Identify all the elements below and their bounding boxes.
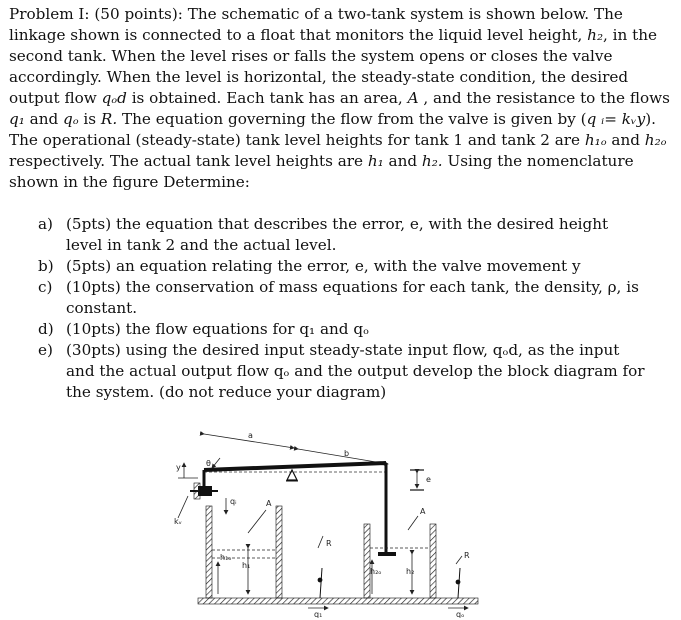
question-item-e: [38, 340, 648, 403]
statement-text: and: [24, 110, 64, 128]
statement-text: The equation governing the flow from the valve is given by (: [117, 110, 587, 128]
question-text: (5pts) the equation that describes the error, e, with the desired height level in tank 2 and the actual level.: [66, 215, 609, 254]
question-item-d: [38, 319, 648, 340]
statement-text: , and the resistance to the flows: [418, 89, 670, 107]
statement-text: Using the nomenclature shown in the figure Determine:: [9, 152, 634, 191]
label-qi: qᵢ: [230, 497, 237, 506]
question-marker: b): [38, 257, 54, 275]
tank-1: [206, 499, 282, 598]
statement-text: and: [383, 152, 422, 170]
label-theta: θ: [206, 459, 211, 468]
question-marker: c): [38, 278, 53, 296]
statement-text: ). The operational (steady-state) tank level heights for tank 1 and tank 2 are: [9, 110, 656, 149]
setpoint-indicator: [410, 470, 431, 490]
symbol-qo: qₒ: [63, 110, 79, 128]
question-text: (10pts) the flow equations for q₁ and qₒ: [66, 320, 369, 338]
float: [378, 552, 396, 556]
two-tank-schematic: [168, 418, 498, 618]
tank-2: [364, 507, 436, 598]
question-item-c: [38, 277, 648, 319]
label-A1: A: [266, 499, 272, 508]
statement-text: is: [78, 110, 101, 128]
problem-heading: Problem I: (50 points):: [9, 5, 183, 23]
label-a: a: [248, 431, 253, 440]
pipe-restriction-2: [448, 551, 470, 618]
valve-equation: q ᵢ= kᵥy: [586, 110, 646, 128]
statement-text: is obtained. Each tank has an area,: [126, 89, 408, 107]
valve-assembly: [174, 463, 237, 526]
label-h1: h₁: [242, 561, 251, 570]
label-b: b: [344, 449, 350, 458]
label-h2: h₂: [406, 567, 415, 576]
pivot-icon: [287, 470, 297, 480]
symbol-h1o: h₁ₒ: [584, 131, 607, 149]
question-text: (5pts) an equation relating the error, e, with the valve movement y: [66, 257, 581, 275]
dimension-a: [204, 431, 294, 448]
statement-text: and: [606, 131, 645, 149]
label-q1: q₁: [314, 610, 323, 618]
problem-statement: [9, 4, 673, 193]
label-R1: R: [326, 539, 332, 548]
pipe-restriction-1: [308, 536, 332, 618]
symbol-h2o: h₂ₒ: [644, 131, 667, 149]
question-text: (30pts) using the desired input steady-state input flow, qₒd, as the input and the actual output flow qₒ and the output develop the block diagram for the system. (do not reduce your diagram): [66, 341, 645, 401]
question-item-a: [38, 214, 648, 256]
question-item-b: [38, 256, 648, 277]
statement-text: The schematic of a two-tank system is shown below. The linkage shown is connected to a float that monitors the liquid level height,: [9, 5, 623, 44]
question-marker: e): [38, 341, 53, 359]
label-h2o: h₂ₒ: [370, 567, 382, 576]
symbol-qod: qₒd: [101, 89, 127, 107]
label-kv: kᵥ: [174, 517, 182, 526]
statement-text: respectively. The actual tank level heights are: [9, 152, 368, 170]
label-qo: qₒ: [456, 610, 465, 618]
symbol-h1: h₁: [367, 152, 384, 170]
label-e: e: [426, 475, 431, 484]
question-marker: d): [38, 320, 54, 338]
symbol-h2: h₂.: [421, 152, 443, 170]
label-y: y: [176, 463, 181, 472]
symbol-A: A: [407, 89, 419, 107]
question-text: (10pts) the conservation of mass equations for each tank, the density, ρ, is constant.: [66, 278, 639, 317]
symbol-q1: q₁: [9, 110, 25, 128]
question-marker: a): [38, 215, 53, 233]
question-list: [38, 214, 648, 403]
label-h1o: h₁ₒ: [220, 553, 232, 562]
symbol-R: R.: [100, 110, 118, 128]
symbol-h2: h₂: [587, 26, 604, 44]
ground-base: [198, 598, 478, 604]
label-A2: A: [420, 507, 426, 516]
label-R2: R: [464, 551, 470, 560]
statement-text: , in the second tank. When the level rises or falls the system opens or closes the valve accordingly. When the level is horizontal, the steady-state condition, the desired output flow: [9, 26, 658, 107]
